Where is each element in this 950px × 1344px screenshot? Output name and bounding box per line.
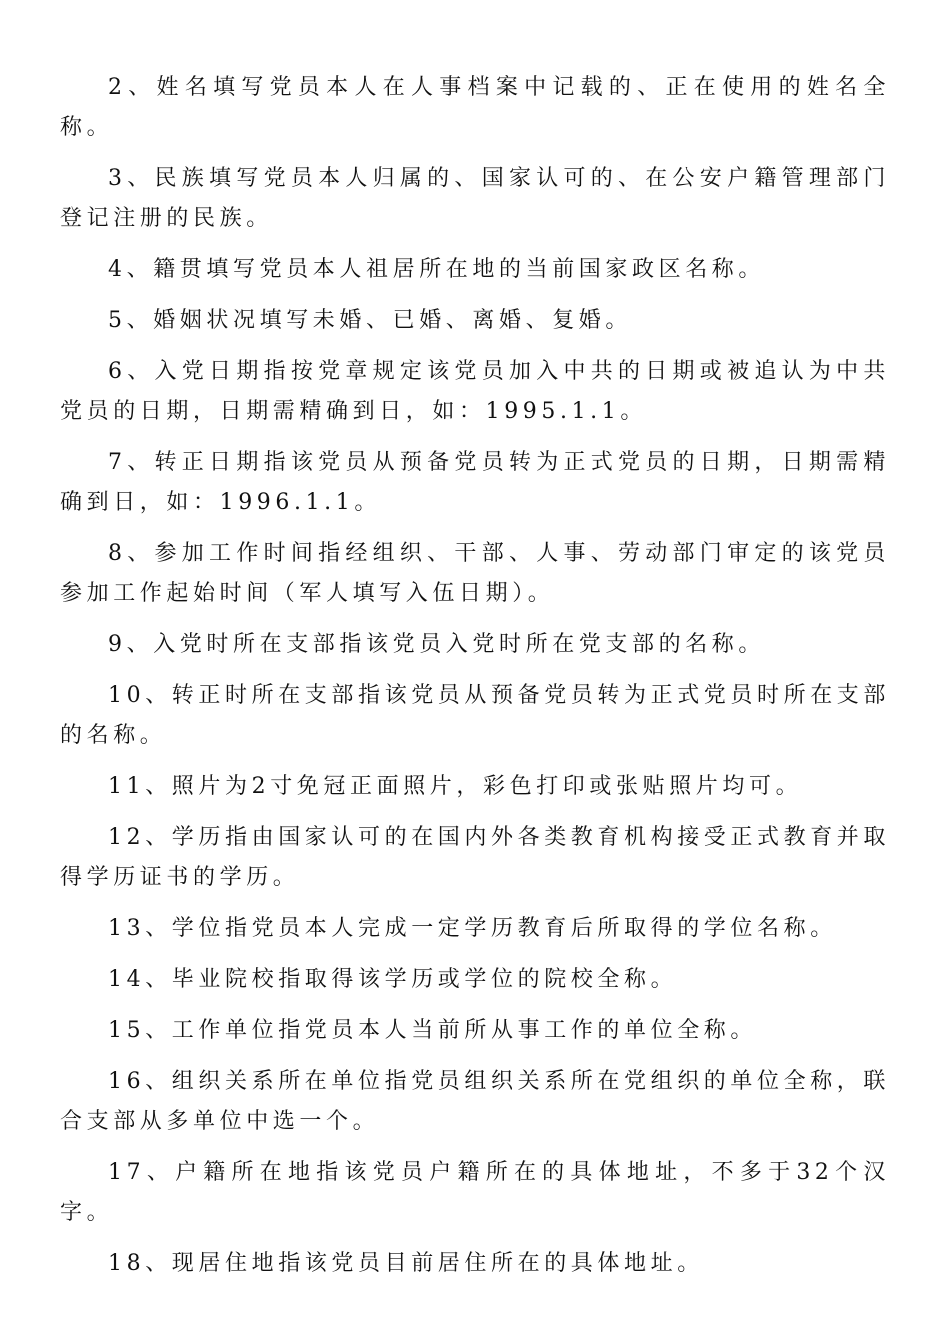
paragraph-item-17: 17、户籍所在地指该党员户籍所在的具体地址，不多于32个汉字。 <box>60 1160 890 1225</box>
paragraph-item-12: 12、学历指由国家认可的在国内外各类教育机构接受正式教育并取得学历证书的学历。 <box>60 825 890 890</box>
paragraph-item-10: 10、转正时所在支部指该党员从预备党员转为正式党员时所在支部的名称。 <box>60 683 890 748</box>
paragraph-item-3: 3、民族填写党员本人归属的、国家认可的、在公安户籍管理部门登记注册的民族。 <box>60 166 890 231</box>
document-body <box>60 68 890 1295</box>
paragraph-item-7: 7、转正日期指该党员从预备党员转为正式党员的日期，日期需精确到日，如：1996.1.1。 <box>60 450 890 515</box>
paragraph-item-5: 5、婚姻状况填写未婚、已婚、离婚、复婚。 <box>108 308 632 333</box>
paragraph-item-6: 6、入党日期指按党章规定该党员加入中共的日期或被追认为中共党员的日期，日期需精确到日，如：1995.1.1。 <box>60 359 890 424</box>
paragraph-item-16: 16、组织关系所在单位指党员组织关系所在党组织的单位全称，联合支部从多单位中选一个。 <box>60 1069 890 1134</box>
paragraph-item-4: 4、籍贯填写党员本人祖居所在地的当前国家政区名称。 <box>108 257 765 282</box>
paragraph-item-8: 8、参加工作时间指经组织、干部、人事、劳动部门审定的该党员参加工作起始时间（军人填写入伍日期）。 <box>60 541 890 606</box>
paragraph-item-14: 14、毕业院校指取得该学历或学位的院校全称。 <box>108 967 678 992</box>
paragraph-item-2: 2、姓名填写党员本人在人事档案中记载的、正在使用的姓名全称。 <box>60 75 890 140</box>
paragraph-item-18: 18、现居住地指该党员目前居住所在的具体地址。 <box>108 1251 704 1276</box>
paragraph-item-13: 13、学位指党员本人完成一定学历教育后所取得的学位名称。 <box>108 916 837 941</box>
paragraph-item-15: 15、工作单位指党员本人当前所从事工作的单位全称。 <box>108 1018 757 1043</box>
paragraph-item-9: 9、入党时所在支部指该党员入党时所在党支部的名称。 <box>108 632 765 657</box>
paragraph-item-11: 11、照片为2寸免冠正面照片，彩色打印或张贴照片均可。 <box>108 774 803 799</box>
